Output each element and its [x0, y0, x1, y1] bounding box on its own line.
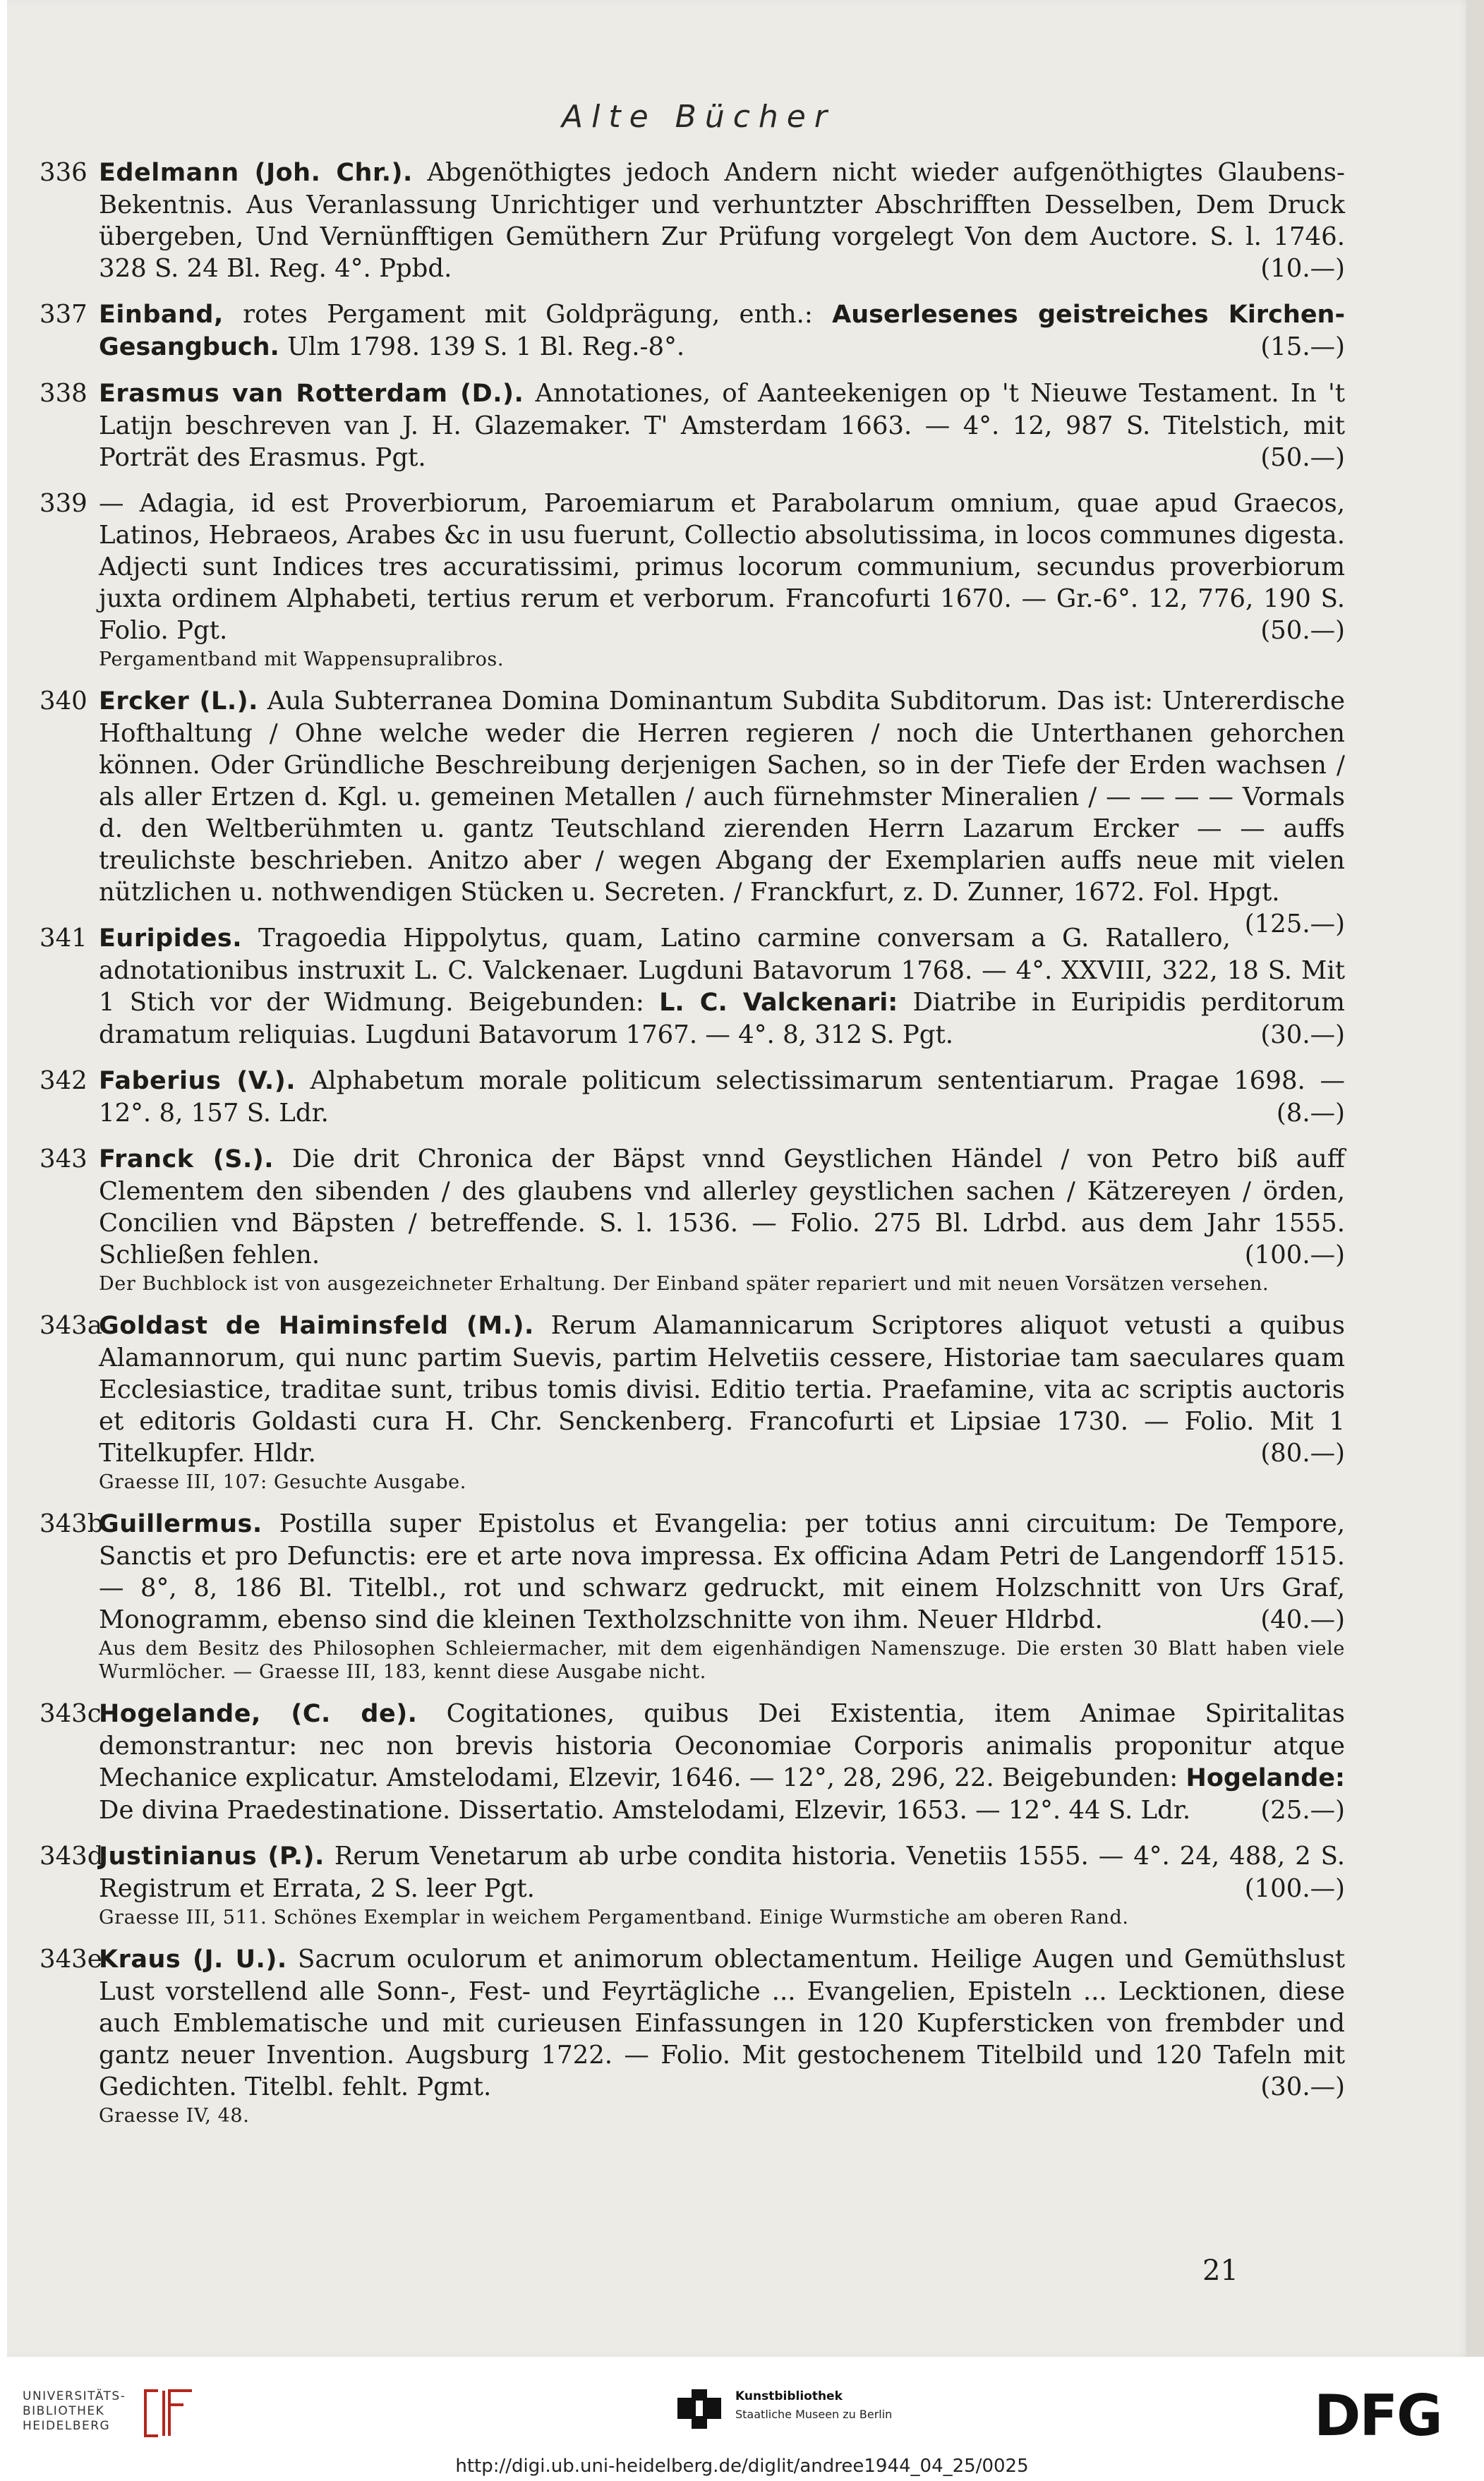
- entry-text-continued: De divina Praedestinatione. Dissertatio. Amstelodami, Elzevir, 1653. — 12°. 44 S. Ldr.: [99, 1796, 1191, 1825]
- entry-note: Graesse III, 511. Schönes Exemplar in weichem Pergamentband. Einige Wurmstiche am oberen Rand.: [99, 1907, 1129, 1928]
- catalogue-entry-343a: [40, 1310, 1345, 1494]
- entry-bold-term: Auserlesenes geistreiches Kirchen-Gesangbuch.: [99, 301, 1346, 361]
- catalogue-entry-343b: [40, 1508, 1345, 1684]
- entry-note: Aus dem Besitz des Philosophen Schleiermacher, mit dem eigenhändigen Namenszuge. Die ersten 30 Blatt haben viele Wurmlöcher. — Graesse III, 183, kennt diese Ausgabe nicht.: [99, 1638, 1345, 1683]
- university-logo[interactable]: [23, 2389, 234, 2453]
- entry-price: (125.—): [1244, 910, 1345, 938]
- catalogue-entry-343: [40, 1143, 1345, 1296]
- entry-text: Cogitationes, quibus Dei Existentia, item Animae Spiritalitas demonstrantur: nec non brevis historia Oeconomiae Corporis animalis proponitur atque Mechanice explicatur. Amstelodami, Elzevir, 1646. — 12°, 28, 296, 22. Beigebunden:: [99, 1699, 1345, 1792]
- entry-price: (25.—): [1260, 1796, 1345, 1825]
- university-name-line-2: BIBLIOTHEK: [23, 2404, 105, 2418]
- kunstbibliothek-name: Kunstbibliothek: [735, 2389, 843, 2403]
- entry-number: 343d: [40, 1842, 104, 1871]
- kunstbibliothek-logo[interactable]: [677, 2384, 960, 2433]
- entry-author: Justinianus (P.).: [99, 1842, 325, 1871]
- footer-bar: [0, 2357, 1484, 2481]
- entry-author: Ercker (L.).: [99, 687, 258, 716]
- catalogue-entry-341: [40, 922, 1345, 1051]
- kunstbibliothek-icon: [677, 2389, 721, 2429]
- dfg-logo[interactable]: DFG: [1314, 2383, 1442, 2449]
- entry-text: Alphabetum morale politicum selectissimarum sententiarum. Pragae 1698. — 12°. 8, 157 S. Ldr.: [99, 1066, 1345, 1128]
- entry-number: 343c: [40, 1699, 102, 1728]
- entry-price: (50.—): [1260, 443, 1345, 472]
- catalogue-entry-340: [40, 685, 1345, 938]
- entry-text: Rerum Venetarum ab urbe condita historia. Venetiis 1555. — 4°. 24, 488, 2 S. Registrum et Errata, 2 S. leer Pgt.: [99, 1842, 1345, 1903]
- page-number: 21: [1202, 2254, 1238, 2287]
- entry-price: (8.—): [1276, 1099, 1345, 1128]
- page-title: Alte Bücher: [562, 99, 835, 135]
- entry-note: Der Buchblock ist von ausgezeichneter Erhaltung. Der Einband später repariert und mit neuen Vorsätzen versehen.: [99, 1273, 1269, 1295]
- entry-note: Pergamentband mit Wappensupralibros.: [99, 648, 505, 670]
- entry-text: Tragoedia Hippolytus, quam, Latino carmine conversam a G. Ratallero, adnotationibus instruxit L. C. Valckenaer. Lugduni Batavorum 1768. — 4°. XXVIII, 322, 18 S. Mit 1 Stich vor der Widmung. Beigebunden:: [99, 924, 1345, 1017]
- entry-price: (40.—): [1260, 1605, 1345, 1634]
- university-name-line-1: UNIVERSITÄTS-: [23, 2389, 126, 2403]
- entry-note: Graesse IV, 48.: [99, 2105, 250, 2127]
- entry-text: Abgenöthigtes jedoch Andern nicht wieder aufgenöthigtes Glaubens-Bekentnis. Aus Veranlassung Unrichtiger und verhuntzter Abschrifften Desselben, Dem Druck übergeben, Und Vernünfftigen Gemüthern Zur Prüfung vorgelegt Von dem Auctore. S. l. 1746. 328 S. 24 Bl. Reg. 4°. Ppbd.: [99, 158, 1345, 283]
- catalogue-entry-343c: [40, 1698, 1345, 1826]
- kunstbibliothek-subtitle: Staatliche Museen zu Berlin: [735, 2408, 893, 2421]
- entry-note: Graesse III, 107: Gesuchte Ausgabe.: [99, 1471, 466, 1493]
- entry-author: Faberius (V.).: [99, 1067, 296, 1095]
- entry-number: 343b: [40, 1509, 104, 1538]
- catalogue-entry-342: [40, 1065, 1345, 1129]
- entry-price: (10.—): [1260, 254, 1345, 283]
- entry-text: rotes Pergament mit Goldprägung, enth.:: [243, 300, 813, 329]
- entry-number: 336: [40, 158, 88, 187]
- entry-number: 343e: [40, 1945, 102, 1974]
- source-url-link[interactable]: http://digi.ub.uni-heidelberg.de/diglit/andree1944_04_25/0025: [455, 2456, 1029, 2477]
- catalogue-entry-343e: [40, 1943, 1345, 2127]
- entry-text-continued: Ulm 1798. 139 S. 1 Bl. Reg.-8°.: [287, 332, 685, 361]
- page-edge: [1466, 0, 1484, 2357]
- entry-price: (50.—): [1260, 616, 1345, 645]
- entry-author: Kraus (J. U.).: [99, 1945, 287, 1974]
- entry-text: Rerum Alamannicarum Scriptores aliquot vetusti a quibus Alamannorum, qui nunc partim Suevis, partim Helvetiis cessere, Historiae tam saeculares quam Ecclesiastice, traditae sunt, tribus tomis divisi. Editio tertia. Praefamine, vita ac scriptis auctoris et editoris Goldasti cura H. Chr. Senckenberg. Francofurti et Lipsiae 1730. — Folio. Mit 1 Titelkupfer. Hldr.: [99, 1311, 1345, 1468]
- entry-text: Postilla super Epistolus et Evangelia: per totius anni circuitum: De Tempore, Sanctis et pro Defunctis: ere et arte nova impressa. Ex officina Adam Petri de Langendorff 1515. — 8°, 8, 186 Bl. Titelbl., rot und schwarz gedruckt, mit einem Holzschnitt von Urs Graf, Monogramm, ebenso sind die kleinen Textholzschnitte von ihm. Neuer Hldrbd.: [99, 1509, 1345, 1634]
- entry-author: Hogelande, (C. de).: [99, 1700, 418, 1728]
- entry-author: Franck (S.).: [99, 1145, 275, 1173]
- catalogue-entry-338: [40, 378, 1345, 473]
- entry-number: 341: [40, 924, 88, 953]
- entry-price: (100.—): [1244, 1240, 1345, 1269]
- catalogue-entry-339: [40, 488, 1345, 671]
- entry-text: Annotationes, of Aanteekenigen op 't Nieuwe Testament. In 't Latijn beschreven van J. H. Glazemaker. T' Amsterdam 1663. — 4°. 12, 987 S. Titelstich, mit Porträt des Erasmus. Pgt.: [99, 379, 1345, 472]
- university-name-line-3: HEIDELBERG: [23, 2419, 111, 2433]
- entry-bold-term: L. C. Valckenari:: [659, 989, 898, 1017]
- entry-price: (100.—): [1244, 1874, 1345, 1903]
- entry-number: 340: [40, 687, 88, 716]
- entry-number: 339: [40, 489, 88, 518]
- entry-author: Einband,: [99, 301, 224, 329]
- catalogue-entry-336: [40, 157, 1345, 284]
- entry-price: (30.—): [1260, 1020, 1345, 1049]
- entry-text: — Adagia, id est Proverbiorum, Paroemiarum et Parabolarum omnium, quae apud Graecos, Latinos, Hebraeos, Arabes &c in usu fuerunt, Collectio absolutissima, in locos communes digesta. Adjecti sunt Indices tres accuratissimi, primus locorum communium, secundus proverbiorum juxta ordinem Alphabeti, tertius rerum et verborum. Francofurti 1670. — Gr.-6°. 12, 776, 190 S. Folio. Pgt.: [99, 489, 1345, 645]
- entry-author: Erasmus van Rotterdam (D.).: [99, 380, 524, 408]
- university-emblem-icon: [137, 2385, 200, 2441]
- entry-price: (80.—): [1260, 1439, 1345, 1468]
- entry-author: Euripides.: [99, 924, 243, 953]
- catalogue-entries: [40, 157, 1345, 2142]
- catalogue-entry-343d: [40, 1840, 1345, 1929]
- entry-text: Sacrum oculorum et animorum oblectamentum. Heilige Augen und Gemüthslust Lust vorstellend alle Sonn-, Fest- und Feyrtägliche ... Evangelien, Episteln ... Lecktionen, diese auch Emblematische und mit curieusen Einfassungen in 120 Kupfersticken von frembder und gantz neuer Invention. Augsburg 1722. — Folio. Mit gestochenem Titelbild und 120 Tafeln mit Gedichten. Titelbl. fehlt. Pgmt.: [99, 1945, 1345, 2101]
- entry-number: 342: [40, 1066, 88, 1095]
- entry-author: Guillermus.: [99, 1510, 263, 1538]
- entry-bold-term: Hogelande:: [1186, 1764, 1345, 1792]
- entry-number: 337: [40, 300, 88, 329]
- entry-text: Aula Subterranea Domina Dominantum Subdita Subditorum. Das ist: Untererdische Hofthaltung / Ohne welche weder die Herren regieren / noch die Unterthanen gehorchen können. Oder Gründliche Beschreibung derjenigen Sachen, so in der Tiefe der Erden wachsen / als aller Ertzen d. Kgl. u. gemeinen Metallen / auch fürnehmster Mineralien / — — — — Vormals d. den Weltberühmten u. gantz Teutschland zierenden Herrn Lazarum Ercker — — auffs treulichste beschrieben. Anitzo aber / wegen Abgang der Exemplarien auffs neue mit vielen nützlichen u. nothwendigen Stücken u. Secreten. / Franckfurt, z. D. Zunner, 1672. Fol. Hpgt.: [99, 687, 1345, 907]
- entry-number: 343: [40, 1145, 88, 1173]
- entry-author: Edelmann (Joh. Chr.).: [99, 159, 413, 187]
- entry-price: (15.—): [1260, 332, 1345, 361]
- entry-number: 343a: [40, 1311, 102, 1340]
- entry-number: 338: [40, 379, 88, 408]
- entry-text: Die drit Chronica der Bäpst vnnd Geystlichen Händel / von Petro biß auff Clementem den sibenden / des glaubens vnd allerley geystlichen sachen / Kätzereyen / örden, Concilien vnd Bäpsten / betreffende. S. l. 1536. — Folio. 275 Bl. Ldrbd. aus dem Jahr 1555. Schließen fehlen.: [99, 1145, 1345, 1269]
- catalogue-entry-337: [40, 298, 1345, 363]
- entry-price: (30.—): [1260, 2072, 1345, 2101]
- entry-author: Goldast de Haiminsfeld (M.).: [99, 1312, 534, 1340]
- entry-text-continued: Diatribe in Euripidis perditorum dramatum reliquias. Lugduni Batavorum 1767. — 4°. 8, 312 S. Pgt.: [99, 988, 1345, 1049]
